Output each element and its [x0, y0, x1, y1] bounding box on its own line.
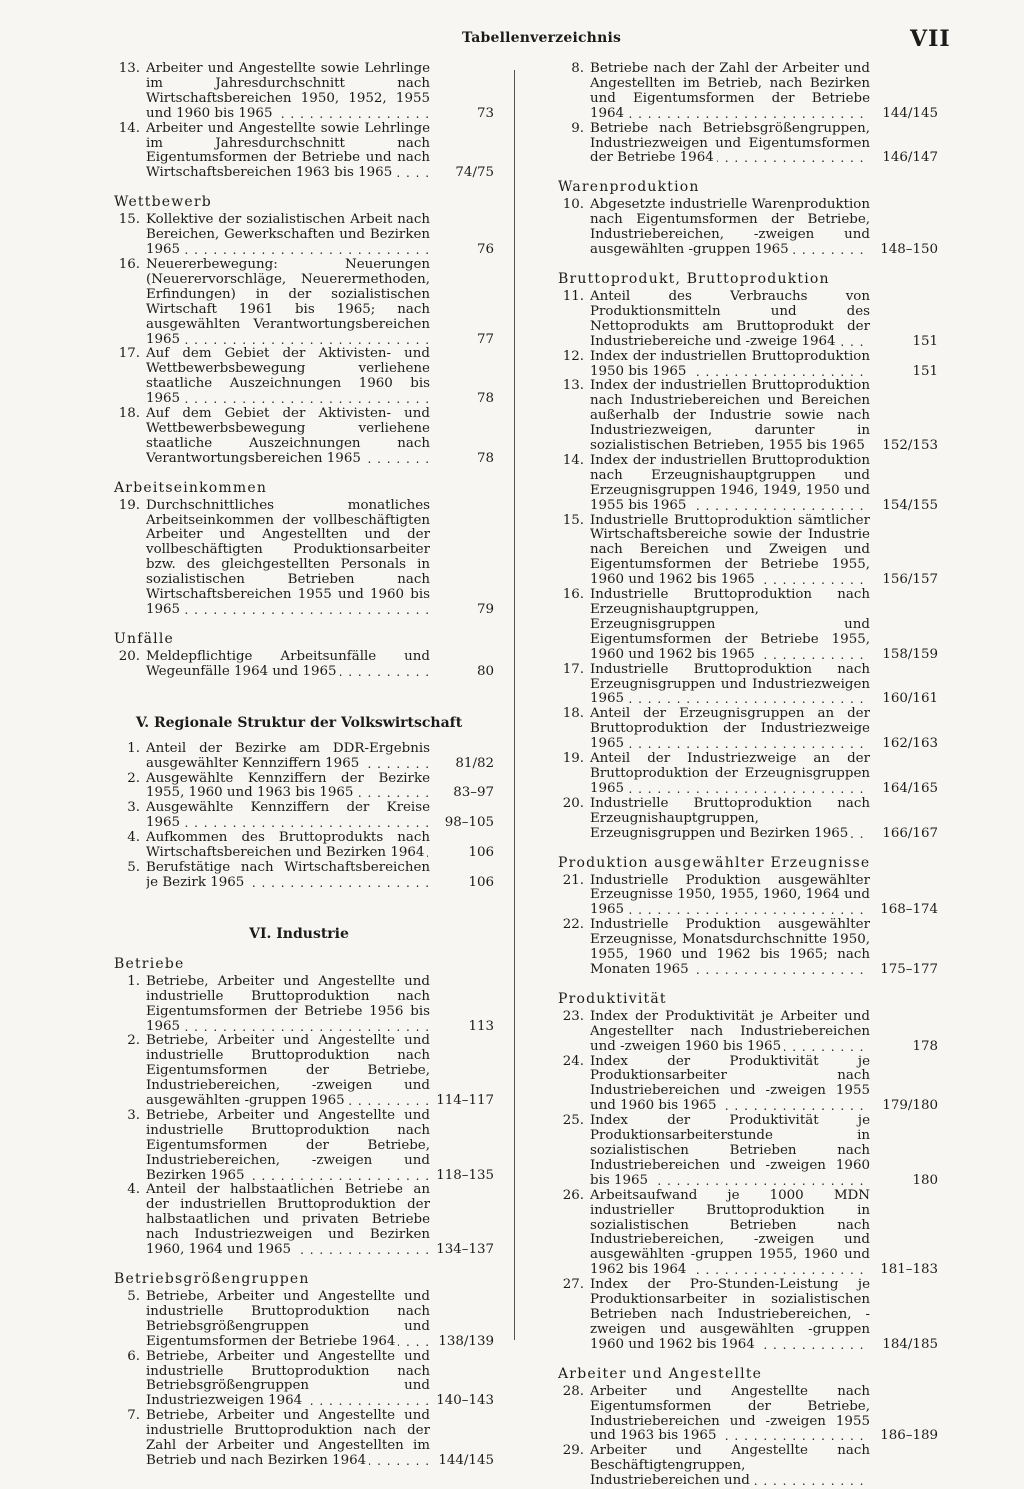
entry-number: 14. [118, 120, 140, 136]
toc-entry [548, 797, 938, 842]
entry-number: 15. [118, 212, 140, 228]
toc-entry [104, 801, 494, 831]
entry-title [146, 801, 430, 831]
entry-title-text: Index der Produktivität je Arbeiter und Angestellter nach Industriebereichen und -zweigen 1960 bis 1965 [590, 1009, 870, 1054]
toc-entry [104, 499, 494, 618]
entry-page: 166/167 [882, 825, 938, 841]
entry-page: 138/139 [438, 1333, 494, 1349]
entry-number: 12. [562, 348, 584, 364]
section-heading: Unfälle [114, 630, 174, 647]
entry-page: 181–183 [880, 1262, 938, 1278]
entry-title [146, 499, 430, 618]
toc-entry [548, 1114, 938, 1189]
toc-entry [548, 707, 938, 752]
entry-page: 144/145 [438, 1452, 494, 1468]
toc-entry [548, 454, 938, 514]
entry-number: 18. [562, 706, 584, 722]
entry-title [590, 588, 870, 663]
column-divider [514, 70, 515, 1340]
entry-page: 106 [468, 845, 494, 861]
entry-page: 156/157 [882, 572, 938, 588]
entry-title-text: Arbeitsaufwand je 1000 MDN industrieller Bruttoproduktion in sozialistischen Betrieben nach Industriebereichen, -zweigen und ausgewählten -gruppen 1955, 1960 und 1962 bis 1964 [590, 1188, 870, 1278]
toc-entry [548, 514, 938, 589]
entry-title [146, 861, 430, 891]
toc-entry [104, 1034, 494, 1109]
entry-title [590, 1010, 870, 1055]
entry-title [146, 1183, 430, 1258]
entry-title [590, 752, 870, 797]
entry-title [146, 650, 430, 680]
entry-number: 17. [118, 346, 140, 362]
section-heading: Betriebsgrößengruppen [114, 1271, 310, 1287]
entry-title [590, 874, 870, 919]
toc-entry [548, 1444, 938, 1489]
entry-page: 148–150 [880, 242, 938, 258]
entry-page: 178 [912, 1038, 938, 1054]
toc-entry [104, 742, 494, 772]
entry-title-text: Betriebe, Arbeiter und Angestellte und industrielle Bruttoproduktion nach Betriebsgrößengruppen und Industriezweigen 1964 [146, 1349, 430, 1409]
entry-title-text: Arbeiter und Angestellte sowie Lehrlinge im Jahresdurchschnitt nach Eigentumsformen der Betriebe und nach Wirtschaftsbereichen 1963 bis 1965 [146, 121, 430, 181]
entry-title-text: Betriebe, Arbeiter und Angestellte und industrielle Bruttoproduktion nach Eigentumsformen der Betriebe, Industriebereichen, -zweigen und ausgewählten -gruppen 1965 [146, 1034, 430, 1109]
entry-title-text: Industrielle Bruttoproduktion nach Erzeugnishauptgruppen, Erzeugnisgruppen und Eigentumsformen der Betriebe 1955, 1960 und 1962 bis 1965 [590, 588, 870, 662]
entry-title-text: Auf dem Gebiet der Aktivisten- und Wettbewerbsbewegung verliehene staatliche Auszeichnungen nach Verantwortungsbereichen 1965 [146, 407, 430, 466]
entry-page: 79 [476, 602, 494, 617]
section-heading: Arbeiter und Angestellte [558, 1365, 763, 1382]
entry-title-text: Ausgewählte Kennziffern der Bezirke 1955, 1960 und 1963 bis 1965 [146, 771, 430, 801]
toc-entry [548, 198, 938, 258]
entry-title-text: Index der industriellen Bruttoproduktion nach Industriebereichen und Bereichen außerhalb der Industrie sowie nach Industriezweigen, darunter in sozialistischen Betrieben, 1955 bis 1965 [590, 379, 870, 454]
toc-entry [548, 379, 938, 454]
entry-number: 29. [562, 1443, 584, 1459]
running-head: Tabellenverzeichnis [462, 30, 622, 46]
entry-title-text: Durchschnittliches monatliches Arbeitseinkommen der vollbeschäftigten Arbeiter und Angestellten und der vollbeschäftigten Produktionsarbeiter bzw. des gleichgestellten Personals in sozialistischen Betrieben nach Wirtschaftsbereichen 1955 und 1960 bis 1965 [146, 498, 430, 617]
toc-column-right [548, 62, 938, 1489]
entry-number: 5. [127, 1289, 140, 1304]
entry-page: 134–137 [436, 1242, 494, 1258]
toc-entry [548, 350, 938, 380]
entry-number: 1. [127, 740, 140, 756]
entry-title [590, 797, 870, 842]
entry-title [590, 1189, 870, 1278]
toc-entry [104, 1109, 494, 1184]
entry-page: 154/155 [882, 497, 938, 513]
entry-title [146, 975, 430, 1035]
entry-title-text: Index der industriellen Bruttoproduktion nach Erzeugnishauptgruppen und Erzeugnisgruppen 1946, 1949, 1950 und 1955 bis 1965 [590, 453, 870, 513]
entry-number: 3. [127, 800, 140, 816]
entry-title-text: Berufstätige nach Wirtschaftsbereichen je Bezirk 1965 [146, 860, 430, 890]
entry-number: 20. [562, 795, 584, 811]
toc-entry [548, 1278, 938, 1353]
entry-title-text: Industrielle Produktion ausgewählter Erzeugnisse, Monatsdurchschnitte 1950, 1955, 1960 und 1962 bis 1965; nach Monaten 1965 [590, 918, 870, 977]
entry-number: 19. [562, 751, 584, 767]
entry-number: 5. [127, 859, 140, 875]
entry-number: 23. [562, 1008, 584, 1024]
entry-number: 13. [118, 61, 140, 76]
entry-title-text: Index der Produktivität je Produktionsarbeiter nach Industriebereichen und -zweigen 1955 und 1960 bis 1965 [590, 1054, 870, 1114]
entry-number: 6. [127, 1348, 140, 1364]
entry-title-text: Ausgewählte Kennziffern der Kreise 1965 [146, 801, 430, 831]
entry-title [590, 707, 870, 752]
entry-title-text: Industrielle Bruttoproduktion nach Erzeugnisgruppen und Industriezweigen 1965 [590, 662, 870, 707]
toc-entry [104, 772, 494, 802]
entry-number: 19. [118, 497, 140, 513]
entry-page: 113 [468, 1018, 494, 1034]
entry-page: 80 [476, 663, 494, 679]
entry-title [590, 198, 870, 258]
entry-title [146, 742, 430, 772]
toc-entry [104, 1350, 494, 1410]
entry-title [146, 407, 430, 467]
toc-entry [548, 1189, 938, 1278]
entry-page: 158/159 [882, 646, 938, 662]
entry-title-text: Index der industriellen Bruttoproduktion 1950 bis 1965 [590, 349, 870, 379]
entry-number: 11. [562, 288, 584, 304]
entry-page: 180 [912, 1172, 938, 1188]
entry-number: 17. [562, 661, 584, 677]
entry-title [590, 350, 870, 380]
entry-number: 15. [562, 512, 584, 528]
entry-number: 27. [562, 1277, 584, 1293]
entry-title [590, 1444, 870, 1489]
toc-entry [104, 650, 494, 680]
toc-entry [104, 347, 494, 407]
entry-page: 164/165 [882, 780, 938, 796]
entry-page: 78 [476, 391, 494, 407]
entry-title-text: Arbeiter und Angestellte sowie Lehrlinge im Jahresdurchschnitt nach Wirtschaftsbereichen 1950, 1952, 1955 und 1960 bis 1965 [146, 62, 430, 121]
entry-title-text: Anteil der Erzeugnisgruppen an der Bruttoproduktion der Industriezweige 1965 [590, 707, 870, 752]
toc-entry [104, 861, 494, 891]
entry-title [590, 663, 870, 708]
entry-title-text: Index der Produktivität je Produktionsarbeiterstunde in sozialistischen Betrieben nach Industriebereichen und -zweigen 1960 bis 1965 [590, 1114, 870, 1188]
section-heading: Wettbewerb [114, 194, 212, 211]
toc-entry [548, 290, 938, 350]
entry-page: 151 [912, 363, 938, 379]
entry-page: 74/75 [455, 165, 494, 181]
entry-number: 25. [562, 1113, 584, 1129]
entry-title [590, 379, 870, 454]
toc-entry [104, 122, 494, 182]
entry-title [146, 213, 430, 258]
entry-title [146, 1350, 430, 1410]
entry-page: 179/180 [882, 1098, 938, 1114]
entry-number: 13. [562, 378, 584, 394]
entry-title [590, 454, 870, 514]
entry-title [590, 1385, 870, 1445]
section-heading: Produktion ausgewählter Erzeugnisse [558, 854, 871, 871]
entry-title [146, 1109, 430, 1184]
entry-page: 146/147 [882, 150, 938, 166]
entry-title [590, 290, 870, 350]
entry-title [590, 514, 870, 589]
entry-title-text: Betriebe nach der Zahl der Arbeiter und Angestellten im Betrieb, nach Bezirken und Eigentumsformen der Betriebe 1964 [590, 62, 870, 121]
section-heading: Warenproduktion [558, 179, 700, 196]
toc-entry [104, 975, 494, 1035]
entry-title-text: Anteil der halbstaatlichen Betriebe an der industriellen Bruttoproduktion der halbstaatlichen und privaten Betriebe nach Industriezweigen und Bezirken 1960, 1964 und 1965 [146, 1183, 430, 1258]
entry-page: 73 [476, 105, 494, 121]
entry-title-text: Betriebe, Arbeiter und Angestellte und industrielle Bruttoproduktion nach Eigentumsformen der Betriebe 1956 bis 1965 [146, 974, 430, 1034]
entry-title-text: Kollektive der sozialistischen Arbeit nach Bereichen, Gewerkschaften und Bezirken 1965 [146, 213, 430, 258]
entry-title-text: Arbeiter und Angestellte nach Beschäftigtengruppen, Industriebereichen und [590, 1444, 870, 1489]
entry-title-text: Anteil des Verbrauchs von Produktionsmitteln und des Nettoprodukts am Bruttoprodukt der Industriebereiche und -zweige 1964 [590, 289, 870, 349]
entry-title-text: Index der Pro-Stunden-Leistung je Produktionsarbeiter in sozialistischen Betrieben nach Industriebereichen, -zweigen und ausgewählten -gruppen 1960 und 1962 bis 1964 [590, 1278, 870, 1352]
entry-title-text: Abgesetzte industrielle Warenproduktion nach Eigentumsformen der Betriebe, Industriebereichen, -zweigen und ausgewählten -gruppen 1965 [590, 198, 870, 258]
toc-entry [548, 918, 938, 978]
entry-page: 78 [476, 450, 494, 466]
entry-title [590, 1278, 870, 1353]
entry-page: 151 [912, 333, 938, 349]
entry-title [146, 122, 430, 182]
entry-page: 106 [468, 874, 494, 890]
entry-title [146, 831, 430, 861]
part-heading: VI. Industrie [249, 925, 349, 942]
entry-title [146, 258, 430, 347]
entry-page: 175–177 [880, 961, 938, 977]
section-heading: Bruttoprodukt, Bruttoproduktion [558, 270, 830, 287]
entry-page: 184/185 [882, 1336, 938, 1352]
entry-number: 7. [127, 1408, 140, 1424]
entry-title [590, 62, 870, 122]
entry-page: 186–189 [880, 1428, 938, 1444]
entry-page: 77 [476, 331, 494, 347]
toc-entry [104, 407, 494, 467]
toc-column-left [104, 62, 494, 1469]
toc-entry [104, 258, 494, 347]
entry-page: 152/153 [882, 438, 938, 454]
toc-entry [548, 752, 938, 797]
entry-number: 9. [571, 120, 584, 136]
toc-entry [104, 1183, 494, 1258]
entry-title [590, 122, 870, 167]
entry-page: 76 [476, 242, 494, 258]
part-heading: V. Regionale Struktur der Volkswirtschaft [135, 714, 463, 731]
entry-title-text: Anteil der Bezirke am DDR-Ergebnis ausgewählter Kennziffern 1965 [146, 741, 430, 771]
entry-page: 118–135 [436, 1167, 494, 1183]
entry-number: 3. [127, 1107, 140, 1123]
section-heading: Arbeitseinkommen [114, 479, 268, 496]
entry-number: 1. [127, 973, 140, 989]
entry-number: 28. [562, 1383, 584, 1399]
entry-page: 144/145 [882, 105, 938, 121]
entry-page: 83–97 [453, 785, 494, 801]
toc-entry [548, 1055, 938, 1115]
entry-title-text: Industrielle Produktion ausgewählter Erzeugnisse 1950, 1955, 1960, 1964 und 1965 [590, 873, 870, 918]
entry-number: 2. [127, 1033, 140, 1049]
entry-number: 10. [562, 197, 584, 213]
entry-number: 21. [562, 872, 584, 888]
toc-entry [548, 1010, 938, 1055]
toc-entry [104, 1409, 494, 1469]
entry-title [590, 918, 870, 978]
entry-title-text: Aufkommen des Bruttoprodukts nach Wirtschaftsbereichen und Bezirken 1964 [146, 831, 430, 861]
entry-title-text: Anteil der Industriezweige an der Bruttoproduktion der Erzeugnisgruppen 1965 [590, 752, 870, 796]
entry-title-text: Industrielle Bruttoproduktion sämtlicher Wirtschaftsbereiche sowie der Industrie nach Bereichen und Zweigen und Eigentumsformen der Betriebe 1955, 1960 und 1962 bis 1965 [590, 513, 870, 588]
entry-title-text: Betriebe, Arbeiter und Angestellte und industrielle Bruttoproduktion nach Eigentumsformen der Betriebe, Industriebereichen, -zweigen und Bezirken 1965 [146, 1108, 430, 1183]
entry-title [146, 1409, 430, 1469]
toc-entry [104, 62, 494, 122]
entry-page: 140–143 [436, 1393, 494, 1409]
entry-number: 8. [571, 61, 584, 76]
section-heading: Betriebe [114, 955, 185, 972]
entry-title-text: Industrielle Bruttoproduktion nach Erzeugnishauptgruppen, Erzeugnisgruppen und Bezirken 1965 [590, 796, 870, 841]
entry-page: 168–174 [880, 902, 938, 918]
toc-entry [548, 663, 938, 708]
entry-title [590, 1055, 870, 1115]
entry-title-text: Betriebe, Arbeiter und Angestellte und industrielle Bruttoproduktion nach der Zahl der Arbeiter und Angestellten im Betrieb und nach Bezirken 1964 [146, 1409, 430, 1468]
entry-number: 20. [118, 648, 140, 664]
toc-entry [104, 1290, 494, 1350]
toc-entry [548, 122, 938, 167]
entry-title-text: Meldepflichtige Arbeitsunfälle und Wegeunfälle 1964 und 1965 [146, 649, 430, 679]
toc-entry [548, 588, 938, 663]
entry-title [146, 62, 430, 122]
toc-entry [104, 831, 494, 861]
entry-number: 2. [127, 770, 140, 786]
entry-title [146, 772, 430, 802]
toc-entry [104, 213, 494, 258]
entry-title-text: Auf dem Gebiet der Aktivisten- und Wettbewerbsbewegung verliehene staatliche Auszeichnungen 1960 bis 1965 [146, 347, 430, 407]
entry-number: 4. [127, 830, 140, 846]
entry-page: 162/163 [882, 736, 938, 752]
page-number: VII [910, 26, 951, 52]
entry-title-text: Arbeiter und Angestellte nach Eigentumsformen der Betriebe, Industriebereichen und -zweigen 1955 und 1963 bis 1965 [590, 1384, 870, 1444]
entry-number: 18. [118, 406, 140, 422]
entry-number: 16. [118, 256, 140, 272]
entry-number: 22. [562, 917, 584, 933]
entry-number: 26. [562, 1187, 584, 1203]
entry-number: 14. [562, 452, 584, 468]
entry-page: 160/161 [882, 691, 938, 707]
section-heading: Produktivität [558, 990, 667, 1007]
entry-title-text: Neuererbewegung: Neuerungen (Neuerervorschläge, Neuerermethoden, Erfindungen) in der sozialistischen Wirtschaft 1961 bis 1965; nach ausgewählten Verantwortungsbereichen 1965 [146, 257, 430, 347]
entry-title-text: Betriebe, Arbeiter und Angestellte und industrielle Bruttoproduktion nach Betriebsgrößengruppen und Eigentumsformen der Betriebe 1964 [146, 1290, 430, 1349]
entry-page: 81/82 [455, 755, 494, 771]
toc-entry [548, 62, 938, 122]
toc-entry [548, 1385, 938, 1445]
entry-title [146, 347, 430, 407]
entry-title [146, 1290, 430, 1350]
entry-number: 16. [562, 587, 584, 603]
entry-title-text: Betriebe nach Betriebsgrößengruppen, Industriezweigen und Eigentumsformen der Betriebe 1964 [590, 121, 870, 166]
entry-page: 98–105 [444, 815, 494, 831]
entry-page: 114–117 [436, 1093, 494, 1109]
toc-entry [548, 874, 938, 919]
entry-title [146, 1034, 430, 1109]
entry-number: 24. [562, 1053, 584, 1069]
entry-number: 4. [127, 1182, 140, 1198]
entry-title [590, 1114, 870, 1189]
